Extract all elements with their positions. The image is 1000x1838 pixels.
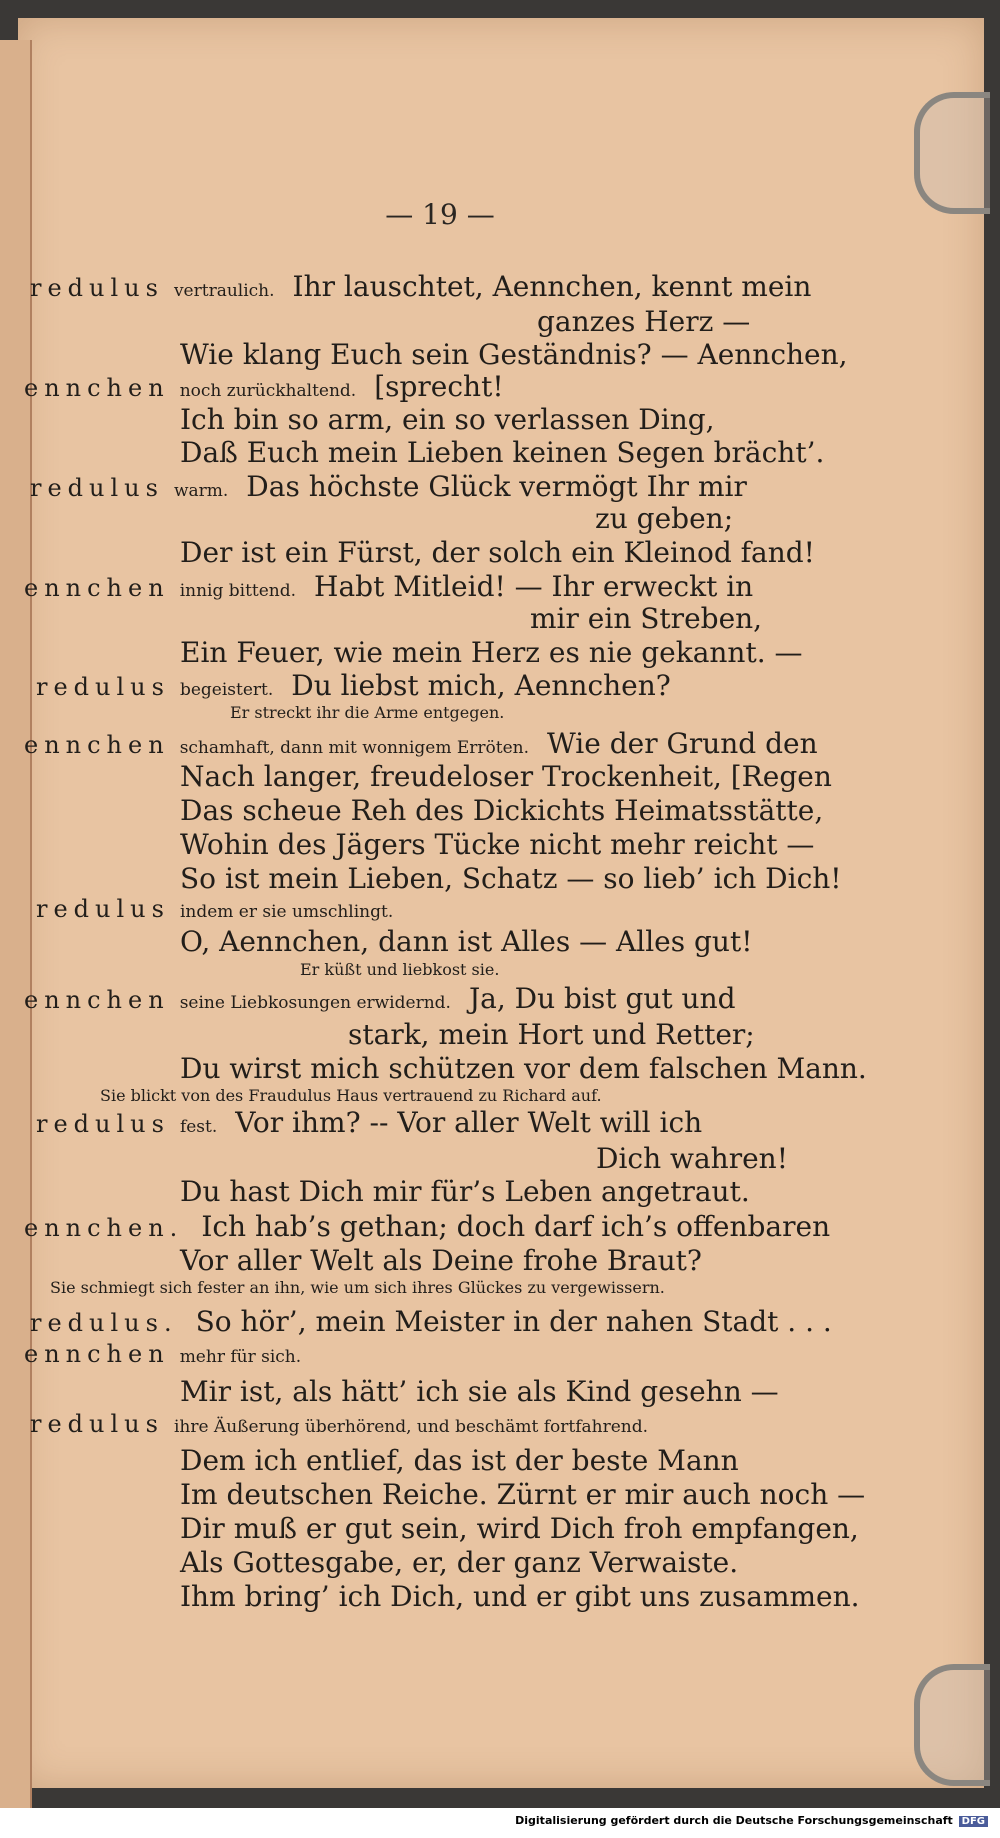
- verse-text: O, Aennchen, dann ist Alles — Alles gut!: [180, 925, 753, 958]
- speaker-name: redulus: [30, 474, 164, 502]
- verse-line: [595, 502, 733, 535]
- verse-line: [180, 1175, 750, 1208]
- verse-text: So ist mein Lieben, Schatz — so lieb’ ich Dich!: [180, 862, 842, 895]
- verse-line: [180, 1244, 702, 1277]
- verse-text: Dem ich entlief, das ist der beste Mann: [180, 1444, 739, 1477]
- speaker-direction: fest.: [179, 1117, 218, 1137]
- stage-direction-text: Sie schmiegt sich fester an ihn, wie um sich ihres Glückes zu vergewissern.: [50, 1278, 665, 1297]
- verse-text: stark, mein Hort und Retter;: [348, 1018, 755, 1051]
- verse-line: [180, 436, 824, 469]
- verse-text: ganzes Herz —: [537, 305, 751, 338]
- verse-text: Wie der Grund den: [547, 727, 818, 760]
- speaker-name: ennchen: [24, 986, 170, 1014]
- stage-direction-text: Sie blickt von des Fraudulus Haus vertrauend zu Richard auf.: [100, 1086, 602, 1105]
- stage-direction: [230, 703, 504, 722]
- stage-direction: [300, 960, 499, 979]
- verse-text: Wie klang Euch sein Geständnis? — Aennchen,: [180, 338, 848, 371]
- verse-line: [180, 1580, 860, 1613]
- verse-line: [24, 1340, 301, 1368]
- verse-line: [180, 1444, 739, 1477]
- speaker-name: redulus: [30, 1410, 164, 1438]
- verse-line: [180, 925, 752, 958]
- verse-text: Nach langer, freudeloser Trockenheit, [Regen: [180, 760, 832, 793]
- verse-line: [596, 1142, 788, 1175]
- verse-text: [sprecht!: [374, 370, 504, 403]
- verse-line: [537, 305, 750, 338]
- speaker-name: ennchen: [24, 731, 170, 759]
- verse-text: Ihr lauschtet, Aennchen, kennt mein: [292, 270, 812, 303]
- speaker-name: redulus: [36, 895, 170, 923]
- verse-text: Ja, Du bist gut und: [468, 982, 736, 1015]
- verse-line: [180, 1546, 738, 1579]
- speaker-direction: warm.: [173, 481, 229, 501]
- verse-text: Vor aller Welt als Deine frohe Braut?: [180, 1244, 702, 1277]
- speaker-name: ennchen: [24, 1340, 170, 1368]
- verse-line: [180, 636, 803, 669]
- speaker-direction: ihre Äußerung überhörend, und beschämt fortfahrend.: [173, 1417, 649, 1437]
- verse-text: Als Gottesgabe, er, der ganz Verwaiste.: [180, 1546, 739, 1579]
- speaker-direction: indem er sie umschlingt.: [179, 902, 394, 922]
- stage-direction: [50, 1278, 665, 1297]
- speaker-direction: mehr für sich.: [179, 1347, 302, 1367]
- verse-line: [180, 1052, 867, 1085]
- verse-text: Dich wahren!: [596, 1142, 788, 1175]
- adjacent-page-edge: [0, 40, 32, 1830]
- verse-line: [30, 270, 811, 303]
- verse-line: [180, 760, 832, 793]
- verse-line: [180, 862, 842, 895]
- speaker-direction: begeistert.: [179, 680, 274, 700]
- verse-line: [348, 1018, 755, 1051]
- verse-text: Das höchste Glück vermögt Ihr mir: [246, 470, 747, 503]
- speaker-name: redulus: [36, 673, 170, 701]
- verse-text: Dir muß er gut sein, wird Dich froh empfangen,: [180, 1512, 859, 1545]
- verse-text: Ihm bring’ ich Dich, und er gibt uns zusammen.: [180, 1580, 860, 1613]
- verse-line: [30, 1410, 648, 1438]
- stage-direction: [100, 1086, 602, 1105]
- verse-line: [180, 536, 815, 569]
- speaker-direction: innig bittend.: [179, 581, 297, 601]
- speaker-direction: noch zurückhaltend.: [179, 381, 357, 401]
- verse-line: [30, 1305, 832, 1338]
- verse-text: Mir ist, als hätt’ ich sie als Kind gesehn —: [180, 1375, 779, 1408]
- stage-direction-text: Er küßt und liebkost sie.: [300, 960, 500, 979]
- dfg-logo: DFG: [959, 1816, 988, 1827]
- speaker-direction: vertraulich.: [173, 281, 275, 301]
- verse-line: [180, 1375, 779, 1408]
- verse-line: [36, 669, 671, 702]
- verse-line: [24, 370, 504, 403]
- verse-line: [530, 602, 762, 635]
- speaker-name: redulus.: [30, 1309, 178, 1337]
- verse-line: [180, 794, 823, 827]
- verse-text: Ein Feuer, wie mein Herz es nie gekannt. —: [180, 636, 803, 669]
- speaker-name: redulus: [30, 274, 164, 302]
- verse-text: Du liebst mich, Aennchen?: [291, 669, 671, 702]
- verse-line: [180, 338, 848, 371]
- speaker-name: ennchen: [24, 374, 170, 402]
- verse-line: [24, 570, 753, 603]
- verse-text: mir ein Streben,: [530, 602, 763, 635]
- verse-text: Ich bin so arm, ein so verlassen Ding,: [180, 403, 715, 436]
- speaker-direction: schamhaft, dann mit wonnigem Erröten.: [179, 738, 529, 758]
- page-clip-top: [914, 92, 990, 214]
- verse-text: Daß Euch mein Lieben keinen Segen brächt’.: [180, 436, 825, 469]
- verse-line: [180, 828, 814, 861]
- verse-text: Du hast Dich mir für’s Leben angetraut.: [180, 1175, 750, 1208]
- verse-text: zu geben;: [595, 502, 734, 535]
- verse-line: [36, 895, 393, 923]
- verse-line: [180, 1512, 859, 1545]
- verse-text: Der ist ein Fürst, der solch ein Kleinod fand!: [180, 536, 815, 569]
- verse-text: Wohin des Jägers Tücke nicht mehr reicht —: [180, 828, 815, 861]
- verse-line: [180, 1478, 865, 1511]
- verse-line: [36, 1106, 702, 1139]
- speaker-name: redulus: [36, 1110, 170, 1138]
- speaker-name: ennchen: [24, 574, 170, 602]
- speaker-direction: seine Liebkosungen erwidernd.: [179, 993, 451, 1013]
- verse-text: Du wirst mich schützen vor dem falschen Mann.: [180, 1052, 867, 1085]
- verse-line: [24, 1210, 830, 1243]
- footer-credit: [515, 1814, 988, 1827]
- verse-line: [24, 982, 736, 1015]
- verse-line: [30, 470, 747, 503]
- verse-text: Das scheue Reh des Dickichts Heimatsstätte,: [180, 794, 824, 827]
- verse-text: Im deutschen Reiche. Zürnt er mir auch noch —: [180, 1478, 866, 1511]
- page-clip-bottom: [914, 1664, 990, 1786]
- footer-credit-text: Digitalisierung gefördert durch die Deutsche Forschungsgemeinschaft: [515, 1814, 953, 1827]
- verse-text: Habt Mitleid! — Ihr erweckt in: [314, 570, 754, 603]
- verse-line: [24, 727, 818, 760]
- page-number: — 19 —: [385, 198, 495, 231]
- verse-line: [180, 403, 715, 436]
- verse-text: Ich hab’s gethan; doch darf ich’s offenbaren: [201, 1210, 831, 1243]
- verse-text: Vor ihm? -- Vor aller Welt will ich: [235, 1106, 703, 1139]
- verse-text: So hör’, mein Meister in der nahen Stadt . . .: [195, 1305, 832, 1338]
- speaker-name: ennchen.: [24, 1214, 184, 1242]
- stage-direction-text: Er streckt ihr die Arme entgegen.: [230, 703, 505, 722]
